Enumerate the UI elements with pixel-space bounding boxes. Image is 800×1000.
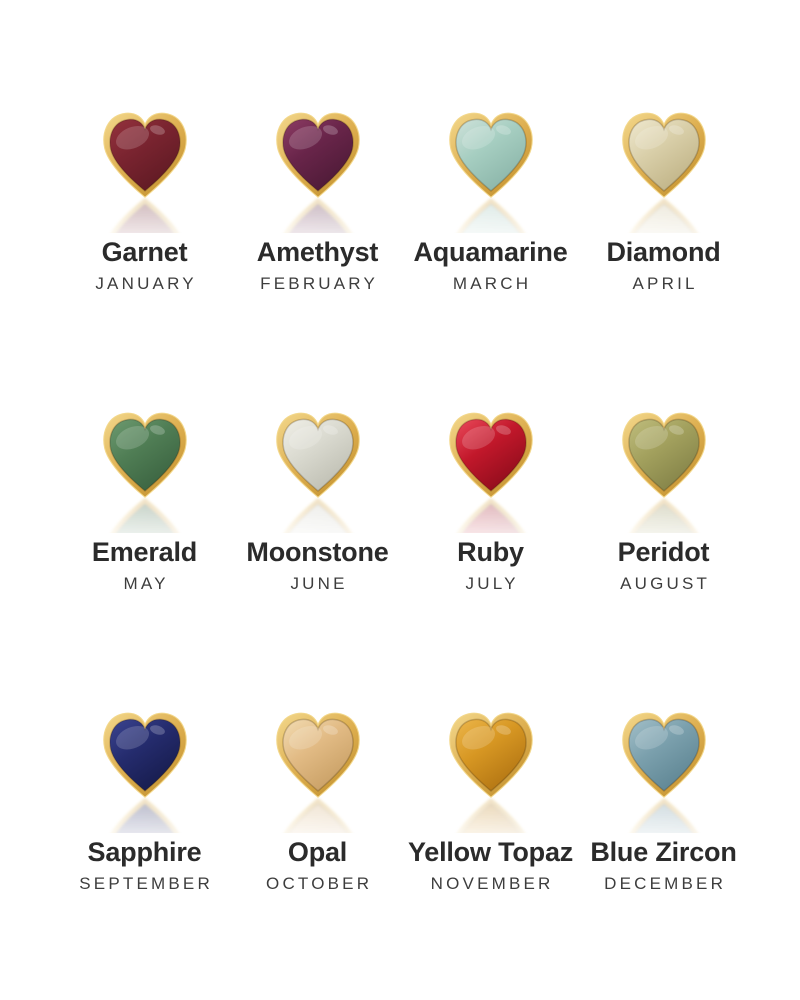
gem-stone-reflection [455,204,525,233]
heart-stud-reflection [443,490,539,533]
stone-month: APRIL [632,274,698,294]
birthstone-cell [231,105,404,405]
birthstone-cell [577,105,750,405]
stone-month: FEBRUARY [260,274,379,294]
stone-month: SEPTEMBER [79,874,213,894]
stone-name: Aquamarine [413,237,568,267]
stone-caption [257,238,378,294]
stone-name: Yellow Topaz [407,837,574,867]
stone-name: Emerald [91,537,198,567]
stone-name: Opal [287,837,348,867]
stone-month: AUGUST [620,574,711,594]
stone-month: MARCH [452,274,532,294]
heart-stud [97,405,193,533]
stone-month: JULY [465,574,519,594]
gem-stone-reflection [109,804,179,833]
stone-caption [457,538,524,594]
heart-stud-reflection [443,790,539,833]
birthstone-cell [577,705,750,1000]
heart-stud [443,405,539,533]
gem-stone-reflection [628,804,698,833]
stone-name: Diamond [606,237,721,267]
stone-name: Blue Zircon [590,837,737,867]
stone-caption [92,238,197,294]
birthstone-grid [58,105,750,1000]
stone-caption [408,838,573,894]
stone-month: JANUARY [95,274,197,294]
stone-name: Garnet [101,237,188,267]
gem-stone-reflection [109,204,179,233]
birthstone-cell [58,405,231,705]
stone-name: Moonstone [246,537,389,567]
stone-caption [92,538,197,594]
gem-stone-reflection [282,804,352,833]
birthstone-cell [404,405,577,705]
stone-month: OCTOBER [266,874,373,894]
stone-month: MAY [123,574,169,594]
birthstone-cell [231,405,404,705]
heart-stud [270,105,366,233]
stone-caption [246,538,388,594]
stone-month: NOVEMBER [430,874,554,894]
birthstone-cell [231,705,404,1000]
gem-stone-reflection [455,804,525,833]
heart-stud [616,705,712,833]
heart-stud [616,105,712,233]
birthstone-cell [404,105,577,405]
heart-stud [443,705,539,833]
gem-stone-reflection [628,504,698,533]
heart-stud [270,705,366,833]
gem-stone-reflection [282,504,352,533]
stone-month: DECEMBER [604,874,727,894]
birthstone-cell [58,705,231,1000]
heart-stud-reflection [443,190,539,233]
gem-stone-reflection [282,204,352,233]
stone-caption [263,838,372,894]
heart-stud-reflection [270,790,366,833]
heart-stud-reflection [616,790,712,833]
heart-stud [97,105,193,233]
heart-stud-reflection [616,490,712,533]
birthstone-cell [577,405,750,705]
stone-caption [617,538,710,594]
heart-stud-reflection [270,490,366,533]
stone-caption [76,838,213,894]
stone-month: JUNE [290,574,348,594]
gem-stone-reflection [109,504,179,533]
heart-stud-reflection [616,190,712,233]
stone-caption [590,838,736,894]
gem-stone-reflection [455,504,525,533]
gem-stone-reflection [628,204,698,233]
birthstone-cell [58,105,231,405]
heart-stud-reflection [270,190,366,233]
stone-name: Ruby [457,537,524,567]
heart-stud [97,705,193,833]
stone-caption [413,238,567,294]
heart-stud-reflection [97,790,193,833]
heart-stud [616,405,712,533]
stone-name: Sapphire [87,837,202,867]
heart-stud [270,405,366,533]
stone-name: Peridot [617,537,710,567]
stone-caption [606,238,720,294]
birthstone-cell [404,705,577,1000]
heart-stud-reflection [97,490,193,533]
heart-stud [443,105,539,233]
stone-name: Amethyst [256,237,379,267]
heart-stud-reflection [97,190,193,233]
